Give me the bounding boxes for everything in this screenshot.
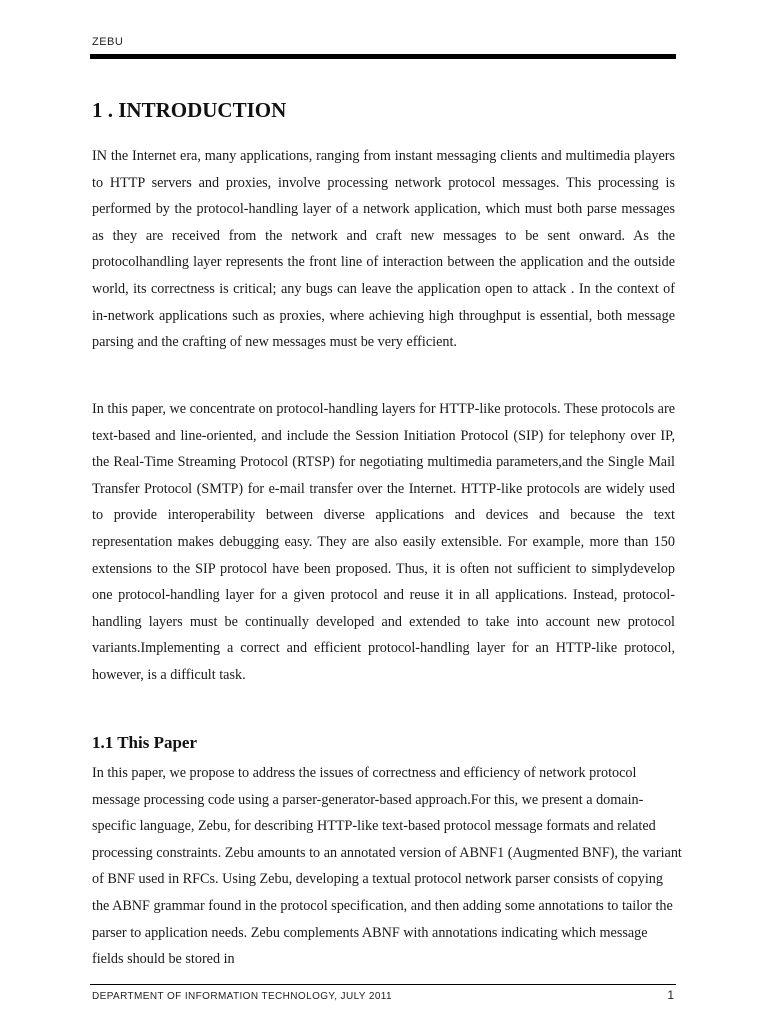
running-header-title: ZEBU [92, 36, 124, 48]
this-paper-paragraph: In this paper, we propose to address the issues of correctness and efficiency of network protocol message processing code using a parser-generator-based approach.For this, we present a domain-specific language, Zebu, for describing HTTP-like text-based protocol message formats and related processing constraints. Zebu amounts to an annotated version of ABNF1 (Augmented BNF), the variant of BNF used in RFCs. Using Zebu, developing a textual protocol network parser consists of copying the ABNF grammar found in the protocol specification, and then adding some annotations to tailor the parser to application needs. Zebu complements ABNF with annotations indicating which message fields should be stored in [92, 765, 682, 968]
page-number: 1 [667, 988, 674, 1002]
subsection-heading-this-paper: 1.1 This Paper [92, 733, 198, 752]
footer-department: DEPARTMENT OF INFORMATION TECHNOLOGY, JULY 2011 [92, 991, 392, 1002]
footer-rule [90, 984, 676, 985]
intro-paragraph-1: IN the Internet era, many applications, ranging from instant messaging clients and multimedia players to HTTP servers and proxies, involve processing network protocol messages. This processing is performed by the protocol-handling layer of a network application, which must both parse messages as they are received from the network and craft new messages to be sent onward. As the protocolhandling layer represents the front line of interaction between the application and the outside world, its correctness is critical; any bugs can leave the application open to attack . In the context of in-network applications such as proxies, where achieving high throughput is essential, both message parsing and the crafting of new messages must be very efficient. [92, 148, 675, 351]
header-rule [90, 54, 676, 59]
intro-paragraph-2: In this paper, we concentrate on protocol-handling layers for HTTP-like protocols. These protocols are text-based and line-oriented, and include the Session Initiation Protocol (SIP) for telephony over IP, the Real-Time Streaming Protocol (RTSP) for negotiating multimedia parameters,and the Single Mail Transfer Protocol (SMTP) for e-mail transfer over the Internet. HTTP-like protocols are widely used to provide interoperability between diverse applications and devices and because the text representation makes debugging easy. They are also easily extensible. For example, more than 150 extensions to the SIP protocol have been proposed. Thus, it is often not sufficient to simplydevelop one protocol-handling layer for a given protocol and reuse it in all applications. Instead, protocol-handling layers must be continually developed and extended to take into account new protocol variants.Implementing a correct and efficient protocol-handling layer for an HTTP-like protocol, however, is a difficult task. [92, 401, 675, 683]
section-heading-introduction: 1 . INTRODUCTION [92, 98, 287, 122]
